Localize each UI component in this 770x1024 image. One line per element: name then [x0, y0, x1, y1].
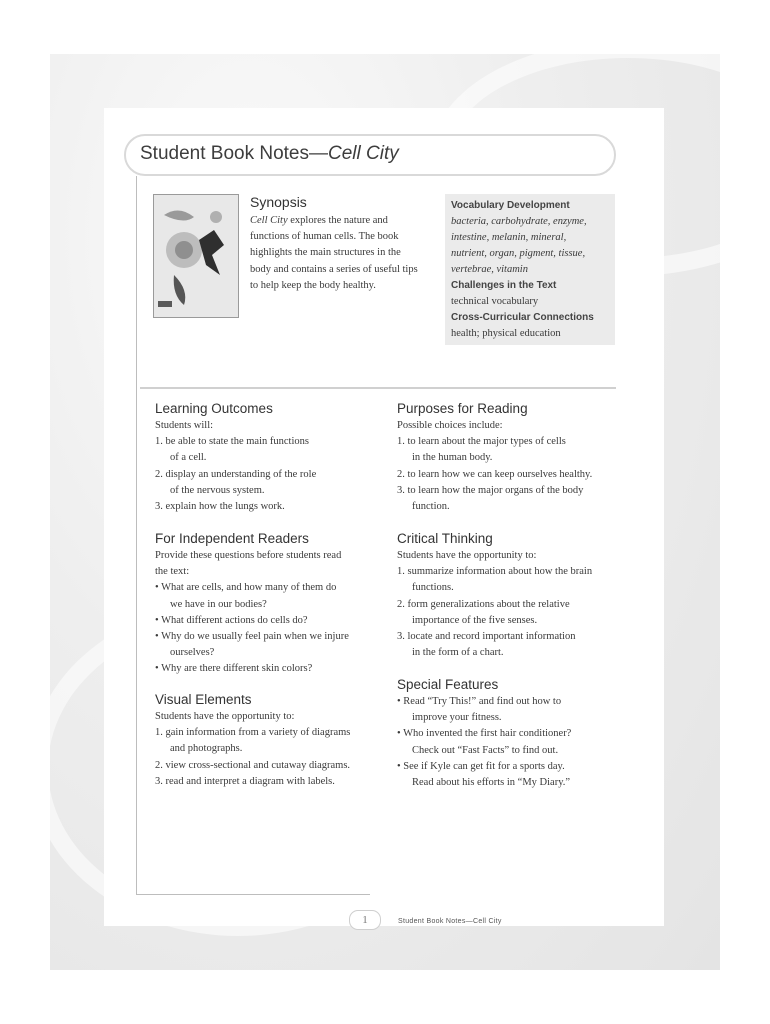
list-line: of a cell. — [170, 452, 207, 464]
challenges-text: technical vocabulary — [451, 296, 539, 307]
independent-readers-heading: For Independent Readers — [155, 531, 309, 546]
visual-elements-heading: Visual Elements — [155, 692, 252, 707]
vocabulary-line: nutrient, organ, pigment, tissue, — [451, 248, 586, 259]
list-line: the text: — [155, 566, 190, 578]
list-line: 1. to learn about the major types of cells — [397, 436, 566, 448]
list-line: function. — [412, 501, 450, 513]
list-line: in the human body. — [412, 452, 493, 464]
page-number: 1 — [349, 910, 381, 930]
learning-outcomes-heading: Learning Outcomes — [155, 401, 273, 416]
list-line: 1. summarize information about how the brain — [397, 566, 593, 578]
synopsis-line — [250, 213, 438, 229]
running-head: Student Book Notes—Cell City — [398, 918, 502, 925]
synopsis-heading: Synopsis — [250, 194, 307, 210]
list-line: • See if Kyle can get fit for a sports day. — [397, 760, 565, 772]
critical-thinking-list — [397, 548, 592, 661]
list-line: 1. gain information from a variety of diagrams — [155, 727, 351, 739]
list-line: 1. be able to state the main functions — [155, 436, 309, 448]
list-line: 3. locate and record important information — [397, 631, 576, 643]
list-line: functions. — [412, 582, 454, 594]
cross-curricular-text: health; physical education — [451, 328, 561, 339]
visual-elements-list — [155, 709, 350, 790]
list-line: of the nervous system. — [170, 484, 265, 496]
list-line: • Why are there different skin colors? — [155, 663, 313, 675]
list-line: • Why do we usually feel pain when we injure — [155, 631, 349, 643]
page-title — [140, 143, 399, 165]
list-line: Possible choices include: — [397, 420, 503, 431]
list-line: improve your fitness. — [412, 712, 502, 724]
list-line: Provide these questions before students read — [155, 550, 342, 561]
list-line: Students will: — [155, 420, 214, 431]
vocabulary-line: vertebrae, vitamin — [451, 264, 528, 275]
list-line: • Read “Try This!” and find out how to — [397, 696, 562, 707]
purposes-list — [397, 418, 592, 515]
independent-readers-list — [155, 548, 349, 678]
list-line: we have in our bodies? — [170, 598, 267, 610]
list-line: 2. display an understanding of the role — [155, 468, 317, 480]
synopsis-line: highlights the main structures in the — [250, 247, 401, 259]
synopsis-line: functions of human cells. The book — [250, 231, 399, 243]
challenges-heading: Challenges in the Text — [451, 280, 557, 291]
synopsis-book-title: Cell City — [250, 215, 288, 226]
synopsis-text — [250, 213, 438, 294]
learning-outcomes-list — [155, 418, 316, 515]
synopsis-line: to help keep the body healthy. — [250, 279, 376, 291]
list-line: Check out “Fast Facts” to find out. — [412, 744, 559, 756]
list-line: and photographs. — [170, 743, 243, 755]
list-line: in the form of a chart. — [412, 647, 504, 659]
list-line: Students have the opportunity to: — [397, 550, 537, 561]
left-rule — [136, 176, 137, 894]
list-line: 3. to learn how the major organs of the body — [397, 484, 584, 496]
list-line: importance of the five senses. — [412, 614, 538, 626]
list-line: Read about his efforts in “My Diary.” — [412, 777, 571, 789]
book-cover-image — [153, 194, 239, 318]
title-text: Student Book Notes— — [140, 143, 328, 164]
list-line: 2. form generalizations about the relative — [397, 598, 570, 610]
critical-thinking-heading: Critical Thinking — [397, 531, 493, 546]
list-line: • Who invented the first hair conditioner? — [397, 728, 572, 740]
synopsis-line-text: explores the nature and — [287, 215, 388, 226]
vocabulary-heading: Vocabulary Development — [451, 200, 570, 211]
special-features-list — [397, 694, 571, 791]
list-line: 2. to learn how we can keep ourselves healthy. — [397, 468, 593, 480]
list-line: 2. view cross-sectional and cutaway diagrams. — [155, 759, 351, 771]
list-line: • What different actions do cells do? — [155, 614, 308, 626]
vocabulary-line: intestine, melanin, mineral, — [451, 232, 567, 243]
list-line: • What are cells, and how many of them do — [155, 582, 337, 594]
vocabulary-sidebar — [445, 194, 615, 345]
list-line: ourselves? — [170, 647, 215, 659]
section-divider — [140, 387, 616, 389]
list-line: Students have the opportunity to: — [155, 711, 295, 722]
list-line: 3. explain how the lungs work. — [155, 501, 285, 513]
purposes-heading: Purposes for Reading — [397, 401, 528, 416]
cross-curricular-heading: Cross-Curricular Connections — [451, 312, 594, 323]
synopsis-line: body and contains a series of useful tips — [250, 263, 418, 275]
special-features-heading: Special Features — [397, 677, 499, 692]
title-book-name: Cell City — [328, 143, 399, 164]
footer-rule — [136, 894, 370, 895]
list-line: 3. read and interpret a diagram with labels. — [155, 775, 335, 787]
vocabulary-line: bacteria, carbohydrate, enzyme, — [451, 216, 587, 227]
